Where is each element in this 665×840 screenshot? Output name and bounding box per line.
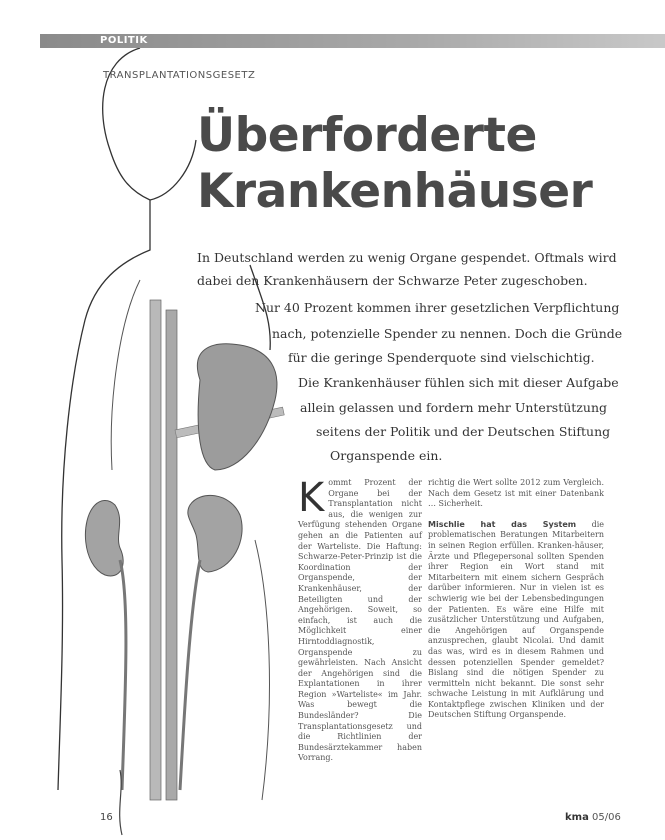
column-2-intro: richtig die Wert sollte 2012 zum Vergleich. Nach dem Gesetz ist mit einer Datenbank … Sicherheit. [428,478,604,509]
kicker: TRANSPLANTATIONSGESETZ [103,70,256,81]
left-kidney [85,500,123,576]
lead-line: allein gelassen und fordern mehr Unterstützung [300,400,608,415]
column-2-text: die problematischen Beratungen Mitarbeitern in seinen Region erfüllen. Kranken-häuser, Ärzte und Pflegepersonal sollten Spenden ihrer Region ein Wort stand mit Mitarbeitern mit einem sichern Gespräch darüber informieren. Nur in vielen ist es schwierig wie bei der Lebensbedingungen der Patienten. Es wäre eine Hilfe mit zusätzlicher Unterstützung und Aufgaben, die Angehörigen auf Organspende anzusprechen, glaubt Nicolai. Und damit das was, wird es in diesem Rahmen und dessen potenziellen Spender gemeldet? Bislang sind die nötigen Spender zu vermitteln nicht bekannt. Die sonst sehr schwache Leistung in mit Aufklärung und Kontaktpflege zwischen Kliniken und der Deutschen Stiftung Organspende. [428,519,605,720]
lead-line: für die geringe Spenderquote sind vielschichtig. [288,350,595,365]
article-column-1 [298,475,422,764]
headline-line-1: Überforderte [197,108,537,163]
ureter-left [120,560,126,790]
vena-cava [166,310,177,800]
footer-brand [565,812,621,823]
ureter-right [180,560,200,790]
brand-name: kma [565,812,589,823]
lead-line: seitens der Politik und der Deutschen Stiftung [316,424,611,439]
lead-line: Die Krankenhäuser fühlen sich mit dieser Aufgabe [298,375,619,390]
lead-line: dabei den Krankenhäusern der Schwarze Peter zugeschoben. [197,273,588,288]
issue-number: 05/06 [592,812,621,823]
lead-line: Nur 40 Prozent kommen ihrer gesetzlichen Verpflichtung [255,300,620,315]
drop-cap: K [298,475,325,521]
page-title [197,108,592,220]
lead-line: In Deutschland werden zu wenig Organe gespendet. Oftmals wird [197,250,617,265]
column-1-text: ommt Prozent der Organe bei der Transplantation nicht aus, die wenigen zur Verfügung stehenden Organe gehen an die Patienten auf der Warteliste. Die Haftung: Schwarze-Peter-Prinzip ist die Koordination der Organspende, der Krankenhäuser, der Beteiligten und der Angehörigen. Soweit, so einfach, ist auch die Möglichkeit einer Hirntoddiagnostik, Organspende zu gewährleisten. Nach Ansicht der Angehörigen sind die Explantationen in ihrer Region »Warteliste« im Jahr. Was bewegt die Bundesländer? Die Transplantationsgesetz und die Richtlinien der Bundesärztekammer haben Vorrang. [298,478,422,763]
column-2-subhead: Mischlie hat das System [428,519,577,529]
lead-line: Organspende ein. [330,448,443,463]
headline-line-2: Krankenhäuser [197,164,593,219]
right-kidney [188,495,242,572]
lead-line: nach, potenzielle Spender zu nennen. Doch die Gründe [272,326,623,341]
liver-organ [197,344,277,470]
section-label: POLITIK [100,35,148,46]
article-column-2 [428,478,604,721]
aorta [150,300,161,800]
page-number: 16 [100,812,113,823]
